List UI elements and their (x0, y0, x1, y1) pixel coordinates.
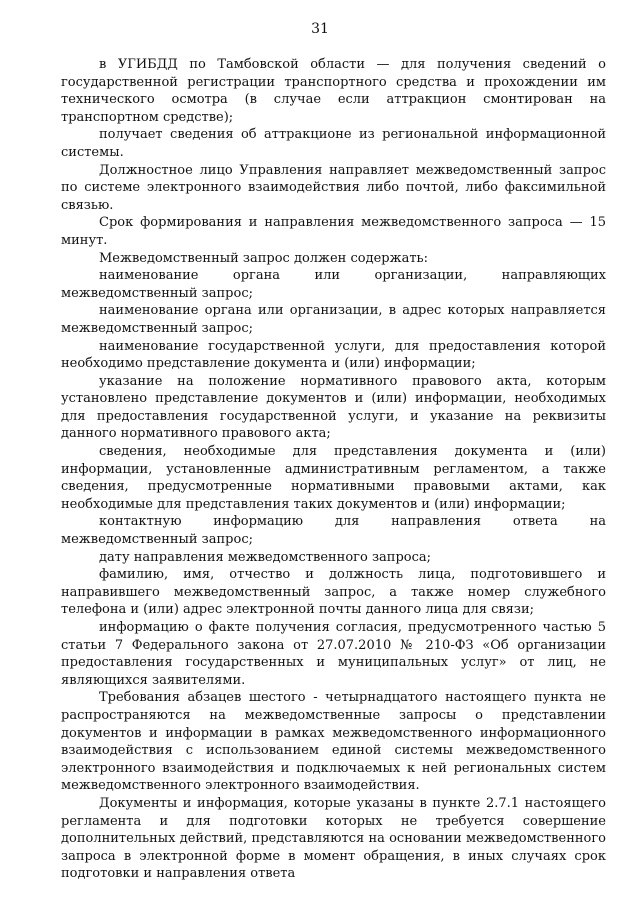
paragraph-requirements-exemption: Требования абзацев шестого - четырнадцатого настоящего пункта не распространяются на межведомственные запросы о представлении документов и информации в рамках межведомственного информационного взаимодействия с использованием единой системы межведомственного электронного взаимодействия и подключаемых к ней региональных систем межведомственного электронного взаимодействия. (61, 690, 606, 794)
document-body (61, 56, 606, 883)
paragraph-official-sends-request: Должностное лицо Управления направляет межведомственный запрос по системе электронного взаимодействия либо почтой, либо факсимильной связью. (61, 162, 606, 213)
list-item-contact-info: контактную информацию для направления ответа на межведомственный запрос; (61, 514, 606, 548)
paragraph-documents-electronic: Документы и информация, которые указаны в пункте 2.7.1 настоящего регламента и для подготовки которых не требуется совершение дополнительных действий, представляются на основании межведомственного запроса в электронной форме в момент обращения, в иных случаях срок подготовки и направления ответа (61, 795, 606, 882)
list-item-consent-info: информацию о факте получения согласия, предусмотренного частью 5 статьи 7 Федерального закона от 27.07.2010 № 210-ФЗ «Об организации предоставления государственных и муниципальных услуг» от лиц, не являющихся заявителями. (61, 620, 606, 688)
page-number: 31 (311, 21, 329, 37)
list-item-legal-act: указание на положение нормативного правового акта, которым установлено представление документов и (или) информации, необходимых для предоставления государственной услуги, и указание на реквизиты данного нормативного правового акта; (61, 373, 606, 442)
list-item-request-date: дату направления межведомственного запроса; (99, 549, 432, 565)
list-item-service-name: наименование государственной услуги, для предоставления которой необходимо представление документа и (или) информации; (61, 338, 606, 372)
paragraph-ugibdd: в УГИБДД по Тамбовской области — для получения сведений о государственной регистрации транспортного средства и прохождении им технического осмотра (в случае если аттракцион смонтирован на транспортном средстве); (61, 57, 606, 125)
list-item-sending-body: наименование органа или организации, направляющих межведомственный запрос; (61, 268, 606, 301)
list-item-responsible-person: фамилию, имя, отчество и должность лица, подготовившего и направившего межведомственный запрос, а также номер служебного телефона и (или) адрес электронной почты данного лица для связи; (61, 567, 606, 618)
paragraph-request-deadline: Срок формирования и направления межведомственного запроса — 15 минут. (61, 215, 606, 248)
list-item-receiving-body: наименование органа или организации, в адрес которых направляется межведомственный запрос; (61, 303, 606, 336)
paragraph-request-contents-intro: Межведомственный запрос должен содержать: (99, 250, 428, 266)
list-item-required-info: сведения, необходимые для представления документа и (или) информации, установленные административным регламентом, а также сведения, предусмотренные нормативными правовыми актами, как необходимые для представления таких документов и (или) информации; (61, 444, 606, 512)
paragraph-regional-system: получает сведения об аттракционе из региональной информационной системы. (61, 127, 606, 160)
